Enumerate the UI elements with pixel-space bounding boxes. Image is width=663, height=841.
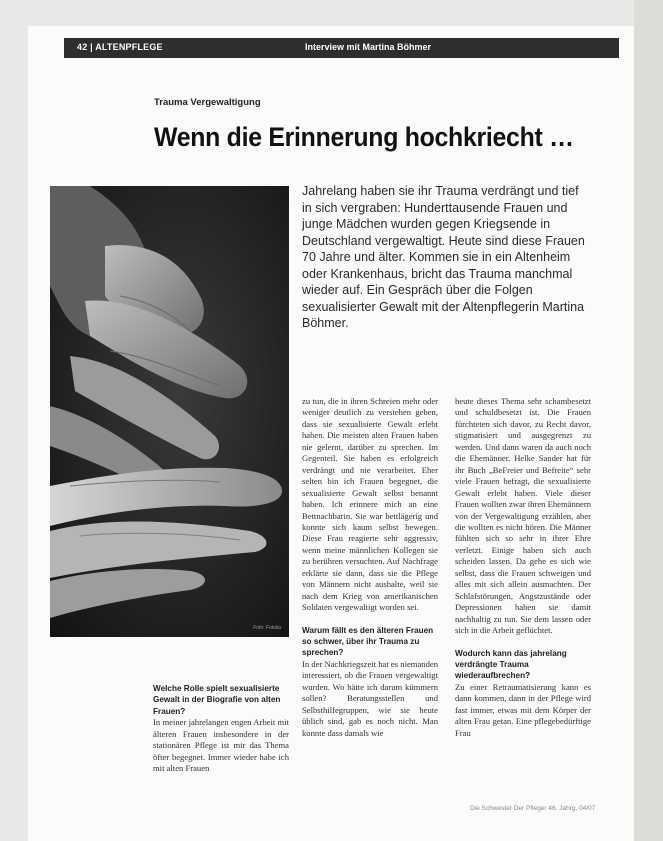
text-column-1 xyxy=(153,683,289,774)
hands-photo xyxy=(50,186,289,637)
page-footer: Die Schwester Der Pfleger 46. Jahrg. 04/07 xyxy=(470,805,596,812)
article-kicker: Trauma Vergewaltigung xyxy=(154,97,261,108)
text-column-3 xyxy=(455,396,591,739)
interview-answer: In der Nachkriegszeit hat es niemanden interessiert, ob die Frauen vergewaltigt wurden. Wo hätte ich darum kümmern sollen? Beratungsstellen und Selbsthilfegruppen, wie sie heute üblich sind, gab es noch nicht. Man konnte dass damals wie xyxy=(302,658,438,738)
interview-answer: Zu einer Retraumatisierung kann es dann kommen, dann in der Pflege wird fast immer, etwas mit dem Körper der alten Frau getan. Eine pflegebedürftige Frau xyxy=(455,681,591,738)
page-edge xyxy=(634,0,663,841)
article-headline: Wenn die Erinnerung hochkriecht … xyxy=(154,122,574,152)
photo-credit: Foto: Fotolia xyxy=(253,625,281,631)
text-column-2 xyxy=(302,396,438,739)
interview-question: Welche Rolle spielt sexualisierte Gewalt in der Biografie von alten Frauen? xyxy=(153,684,281,716)
article-lead: Jahrelang haben sie ihr Trauma verdrängt und tief in sich vergraben: Hunderttausende Frauen und junge Mädchen wurden gegen Kriegsende in Deutschland vergewaltigt. Heute sind diese Frauen 70 Jahre und älter. Kommen sie in ein Altenheim oder Krankenhaus, bricht das Trauma manchmal wieder auf. Ein Gespräch über die Folgen sexualisierter Gewalt mit der Altenpflegerin Martina Böhmer. xyxy=(302,184,585,330)
rubric-label: Interview mit Martina Böhmer xyxy=(305,42,432,52)
interview-answer: In meiner jahrelangen engen Arbeit mit älteren Frauen insbesondere in der stationären Pflege ist mir das Thema öfter begegnet. Immer wieder habe ich mit alten Frauen xyxy=(153,717,289,774)
hands-image xyxy=(50,186,289,637)
interview-answer: heute dieses Thema sehr schambesetzt und schuldbesetzt ist. Die Frauen fürchteten sich davor, zu Recht davor, stigmatisiert und ausgegrenzt zu werden. Und dann waren da auch noch die Ehemänner. Helke Sander hat für ihr Buch „BeFreier und Befreite“ sehr viele Frauen befragt, die sexualisierte Gewalt erlebt haben. Viele dieser Frauen wollten zwar ihren Ehemännern von der Vergewaltigung erzählen, aber die wollten es nicht hören. Die Männer fühlten sich so sehr in ihrer Ehre verletzt. Einige haben sich auch scheiden lassen. Da gehe es sich wie selbst, dass die Frauen schweigen und alles mit sich allein ausmachten. Der Schlafstörungen, Angstzustände oder Depressionen haben sie damit nachhaltig zu tun. Sie dem lassen oder sich in die Arbeit geflüchtet. xyxy=(455,396,592,636)
interview-answer: zu tun, die in ihren Schreien mehr oder weniger deutlich zu verstehen geben, dass sie sexualisierte Gewalt erlebt haben. Die meisten alten Frauen haben nie gelernt, darüber zu sprechen. Im Gegenteil. Sie haben es erfolgreich verdrängt und nie verarbeitet. Eher selten bin ich Frauen begegnet, die sexualisierte Gewalt selbst benannt haben. Ich erinnere mich an eine Bettnachbarin. Sie war bettlägerig und konnte sich kaum selbst bewegen. Diese Frau reagierte sehr aggressiv, wenn meine männlichen Kollegen sie zu berühren versuchten. Auf Nachfrage erklärte sie dann, dass sie die Pflege von Männern nicht aushalte, weil sie nach dem Krieg von amerikanischen Soldaten vergewaltigt worden sei. xyxy=(302,396,438,613)
paragraph-gap xyxy=(455,637,591,648)
interview-question: Warum fällt es den älteren Frauen so schwer, über ihr Trauma zu sprechen? xyxy=(302,625,434,658)
header-bar xyxy=(64,38,619,58)
paragraph-gap xyxy=(302,614,438,625)
interview-question: Wodurch kann das jahrelang verdrängte Trauma wiederaufbrechen? xyxy=(455,648,567,681)
section-label: 42 | ALTENPFLEGE xyxy=(77,42,163,52)
